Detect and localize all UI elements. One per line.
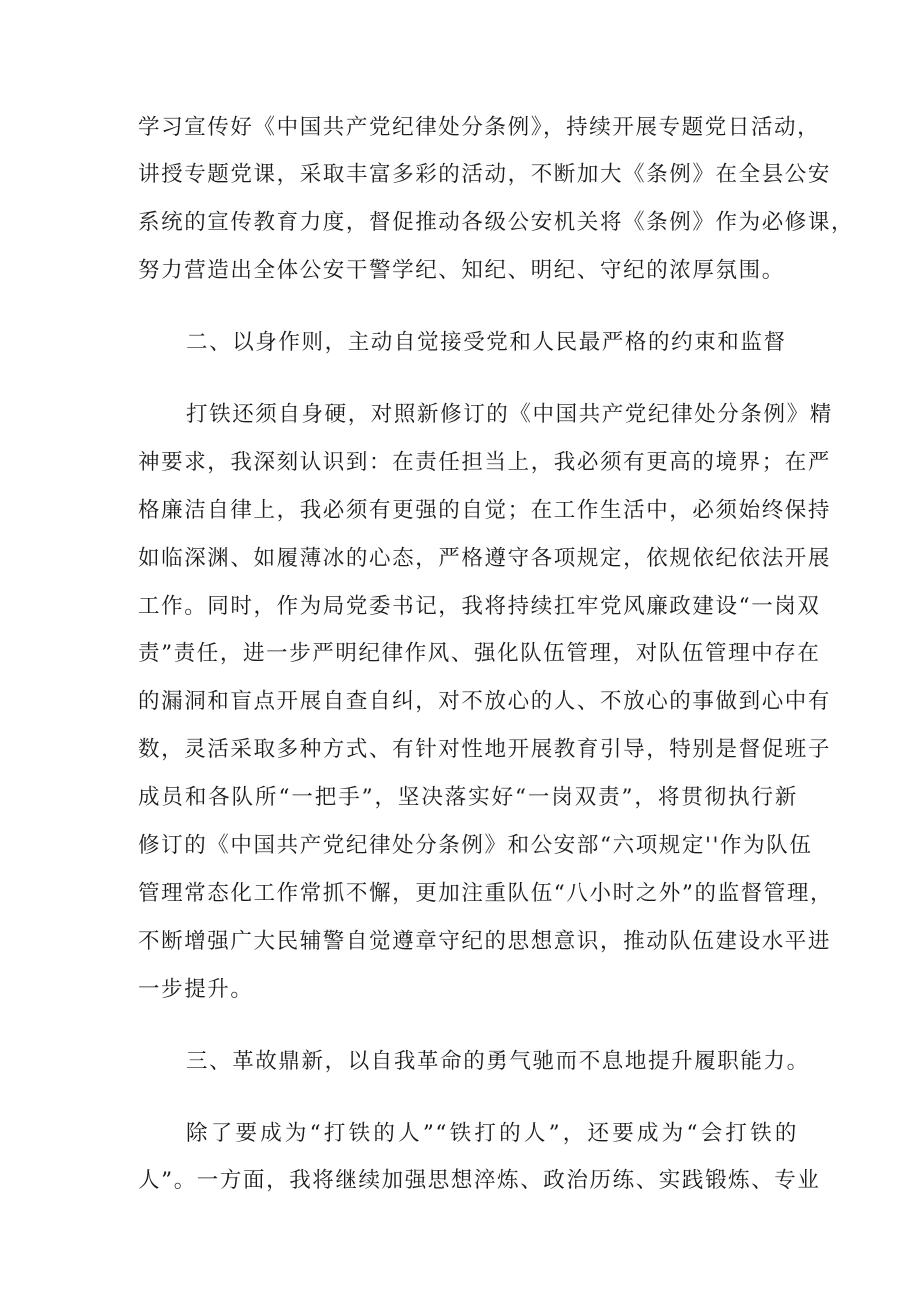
paragraph-line: 不断增强广大民辅警自觉遵章守纪的思想意识，推动队伍建设水平进 (138, 929, 832, 954)
paragraph-line: 数，灵活采取多种方式、有针对性地开展教育引导，特别是督促班子 (138, 737, 832, 762)
paragraph-line: 责”责任，进一步严明纪律作风、强化队伍管理，对队伍管理中存在 (138, 641, 821, 666)
paragraph-line: 学习宣传好《中国共产党纪律处分条例》，持续开展专题党日活动， (138, 115, 821, 140)
paragraph-line: 管理常态化工作常抓不懈，更加注重队伍“八小时之外”的监督管理， (138, 881, 834, 906)
paragraph-line: 系统的宣传教育力度，督促推动各级公安机关将《条例》作为必修课， (138, 210, 855, 235)
paragraph-line: 人”。一方面，我将继续加强思想淬炼、政治历练、实践锻炼、专业 (138, 1168, 821, 1193)
paragraph-line: 格廉洁自律上，我必须有更强的自觉；在工作生活中，必须始终保持 (138, 498, 832, 523)
paragraph-line: 修订的《中国共产党纪律处分条例》和公安部“六项规定''作为队伍 (138, 833, 813, 858)
paragraph-line: 除了要成为“打铁的人”“铁打的人”，还要成为“会打铁的 (186, 1121, 798, 1146)
paragraph-line: 工作。同时，作为局党委书记，我将持续扛牢党风廉政建设“一岗双 (138, 594, 821, 619)
paragraph-line: 一步提升。 (138, 977, 254, 1002)
section-heading: 二、以身作则，主动自觉接受党和人民最严格的约束和监督 (186, 330, 787, 355)
paragraph-line: 成员和各队所“一把手”，坚决落实好“一岗双责”，将贯彻执行新 (138, 785, 798, 810)
paragraph-line: 的漏洞和盲点开展自查自纠，对不放心的人、不放心的事做到心中有 (138, 689, 832, 714)
paragraph-line: 讲授专题党课，采取丰富多彩的活动，不断加大《条例》在全县公安 (138, 162, 832, 187)
paragraph-line: 努力营造出全体公安干警学纪、知纪、明纪、守纪的浓厚氛围。 (138, 258, 785, 283)
paragraph-line: 神要求，我深刻认识到：在责任担当上，我必须有更高的境界；在严 (138, 450, 832, 475)
section-heading: 三、革故鼎新，以自我革命的勇气驰而不息地提升履职能力。 (186, 1049, 810, 1074)
paragraph-line: 如临深渊、如履薄冰的心态，严格遵守各项规定，依规依纪依法开展 (138, 546, 832, 571)
paragraph-line: 打铁还须自身硬，对照新修订的《中国共产党纪律处分条例》精 (186, 402, 833, 427)
